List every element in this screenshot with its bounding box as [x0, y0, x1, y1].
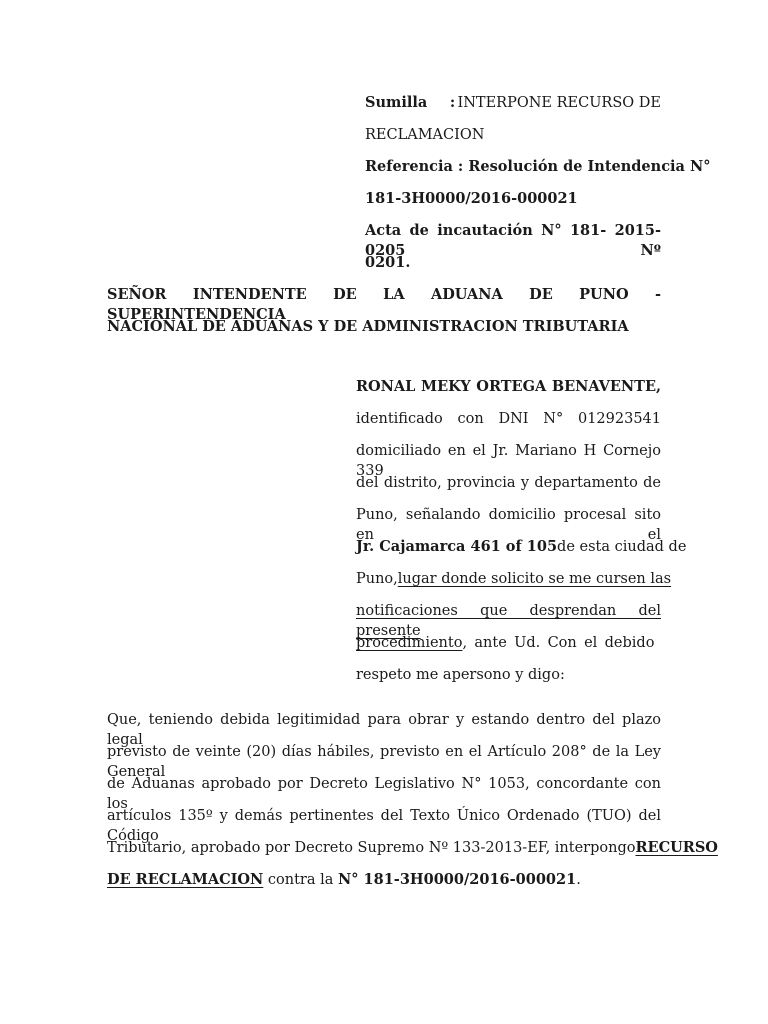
recurso-heading-1: RECURSO: [635, 839, 718, 856]
identification-line-7-plain: Puno,: [356, 571, 398, 587]
body-line-6-mid: contra la: [267, 872, 334, 888]
body-line-2: previsto de veinte (20) días hábiles, previsto en el Artículo 208° de la Ley General: [107, 744, 661, 780]
resolution-number: N° 181-3H0000/2016-000021: [337, 871, 577, 888]
applicant-name: RONAL MEKY ORTEGA BENAVENTE: [356, 378, 656, 395]
acta-line-1: Acta de incautación N° 181- 2015-0205 Nº: [365, 222, 661, 259]
identification-line-10: respeto me apersono y digo:: [356, 667, 565, 683]
acta-line-2: 0201.: [365, 254, 411, 271]
procedural-address: Jr. Cajamarca 461 of 105: [356, 538, 558, 555]
body-line-6-end: .: [576, 872, 581, 888]
sumilla-text-1: INTERPONE RECURSO DE: [457, 95, 661, 111]
referencia-line-2: 181-3H0000/2016-000021: [365, 190, 578, 207]
notification-clause-1: lugar donde solicito se me cursen las: [397, 571, 672, 587]
identification-line-7: [356, 569, 672, 589]
sumilla-text-2: RECLAMACION: [365, 127, 485, 143]
referencia-line-1: Referencia : Resolución de Intendencia N°: [365, 158, 711, 175]
body-line-4: artículos 135º y demás pertinentes del Texto Único Ordenado (TUO) del Código: [107, 808, 661, 844]
identification-line-9-rest: , ante Ud. Con el debido: [462, 635, 655, 651]
body-line-6: [107, 870, 581, 890]
sumilla-colon: :: [449, 94, 456, 111]
identification-line-4: del distrito, provincia y departamento de: [356, 475, 661, 491]
addressee-line-2: NACIONAL DE ADUANAS Y DE ADMINISTRACION TRIBUTARIA: [107, 318, 629, 335]
identification-line-5: Puno, señalando domicilio procesal sito en el: [356, 507, 661, 543]
identification-line-2: identificado con DNI N° 012923541: [356, 411, 661, 427]
recurso-heading-2: DE RECLAMACION: [107, 871, 264, 888]
body-line-3: de Aduanas aprobado por Decreto Legislativo N° 1053, concordante con los: [107, 776, 661, 812]
addressee-line-1: SEÑOR INTENDENTE DE LA ADUANA DE PUNO - SUPERINTENDENCIA: [107, 286, 661, 323]
sumilla-label: Sumilla: [365, 94, 428, 111]
body-line-1: Que, teniendo debida legitimidad para obrar y estando dentro del plazo legal: [107, 712, 661, 748]
body-line-5: [107, 838, 718, 858]
notification-clause-2: notificaciones que desprendan del presente: [356, 603, 661, 639]
identification-line-6: [356, 537, 687, 557]
identification-name-line: [356, 377, 661, 397]
sumilla-line-1: [365, 93, 661, 113]
body-line-5-plain: Tributario, aprobado por Decreto Supremo Nº 133-2013-EF, interpongo: [107, 840, 636, 856]
notification-clause-3: procedimiento: [356, 635, 463, 651]
identification-line-9: [356, 633, 661, 653]
identification-line-3: domiciliado en el Jr. Mariano H Cornejo 339: [356, 443, 661, 479]
name-comma: ,: [655, 378, 661, 395]
identification-line-6-rest: de esta ciudad de: [557, 539, 687, 555]
